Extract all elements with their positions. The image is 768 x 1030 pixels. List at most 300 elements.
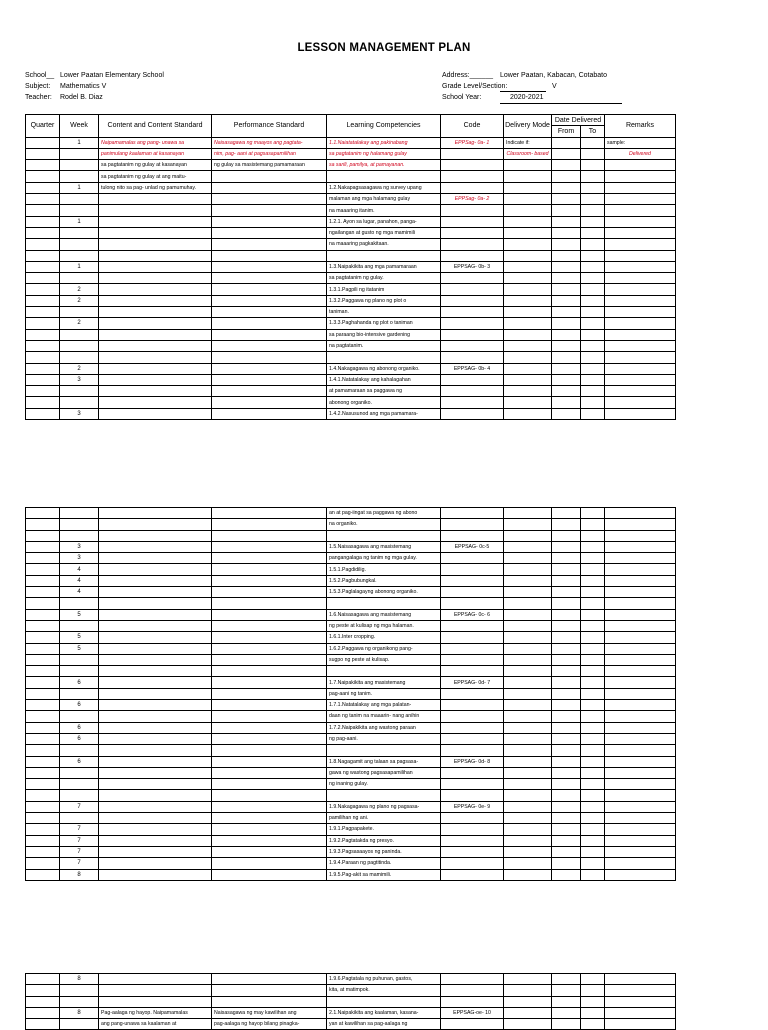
from-cell — [552, 733, 581, 744]
content-standard-cell: panimulang kaalaman at kasanayan — [99, 148, 212, 159]
from-cell — [552, 205, 581, 216]
quarter-cell — [26, 182, 60, 193]
to-cell — [581, 182, 605, 193]
learning-competency-cell: 1.6.Naisasagawa ang masistemang — [327, 609, 441, 620]
delivery-mode-cell — [504, 846, 552, 857]
delivery-mode-cell — [504, 541, 552, 552]
code-cell — [441, 408, 504, 419]
learning-competency-cell: ng peste at kulisap ng mga halaman. — [327, 620, 441, 631]
quarter-cell — [26, 985, 60, 996]
remarks-cell — [605, 632, 676, 643]
learning-competency-cell: sa pagtatanim ng gulay. — [327, 273, 441, 284]
delivery-mode-cell: Classroom- based — [504, 148, 552, 159]
learning-competency-cell: malaman ang mga halamang gulay — [327, 194, 441, 205]
content-standard-cell — [99, 722, 212, 733]
week-cell: 3 — [60, 408, 99, 419]
to-cell — [581, 307, 605, 318]
code-cell — [441, 205, 504, 216]
remarks-cell — [605, 609, 676, 620]
performance-standard-cell — [212, 846, 327, 857]
learning-competency-cell: na maaaring itanim. — [327, 205, 441, 216]
remarks-cell — [605, 182, 676, 193]
quarter-cell — [26, 239, 60, 250]
performance-standard-cell — [212, 779, 327, 790]
quarter-cell — [26, 598, 60, 609]
performance-standard-cell — [212, 530, 327, 541]
from-cell — [552, 654, 581, 665]
quarter-cell — [26, 801, 60, 812]
header-from: From — [552, 126, 581, 137]
quarter-cell — [26, 160, 60, 171]
to-cell — [581, 284, 605, 295]
learning-competency-cell: kita, at matimpok. — [327, 985, 441, 996]
table-row — [26, 340, 676, 351]
table-body-page-1 — [26, 137, 676, 419]
delivery-mode-cell — [504, 767, 552, 778]
from-cell — [552, 643, 581, 654]
quarter-cell — [26, 779, 60, 790]
remarks-cell — [605, 835, 676, 846]
learning-competency-cell — [327, 171, 441, 182]
learning-competency-cell: ngailangan at gusto ng mga mamimili — [327, 227, 441, 238]
performance-standard-cell — [212, 182, 327, 193]
performance-standard-cell — [212, 216, 327, 227]
week-cell — [60, 508, 99, 519]
performance-standard-cell — [212, 869, 327, 880]
performance-standard-cell — [212, 722, 327, 733]
code-cell — [441, 530, 504, 541]
quarter-cell — [26, 227, 60, 238]
content-standard-cell — [99, 564, 212, 575]
quarter-cell — [26, 295, 60, 306]
table-row — [26, 722, 676, 733]
to-cell — [581, 813, 605, 824]
from-cell — [552, 363, 581, 374]
to-cell — [581, 587, 605, 598]
content-standard-cell: sa pagtatanim ng gulay at ang maitu- — [99, 171, 212, 182]
to-cell — [581, 974, 605, 985]
performance-standard-cell — [212, 284, 327, 295]
grade-value: V — [552, 83, 557, 90]
delivery-mode-cell — [504, 519, 552, 530]
remarks-cell: Delivered — [605, 148, 676, 159]
performance-standard-cell — [212, 813, 327, 824]
delivery-mode-cell — [504, 745, 552, 756]
to-cell — [581, 711, 605, 722]
content-standard-cell — [99, 858, 212, 869]
content-standard-cell — [99, 598, 212, 609]
learning-competency-cell — [327, 996, 441, 1007]
learning-competency-cell: 1.5.Naisasagawa ang masistemang — [327, 541, 441, 552]
week-cell: 8 — [60, 1007, 99, 1018]
quarter-cell — [26, 541, 60, 552]
remarks-cell — [605, 374, 676, 385]
remarks-cell — [605, 397, 676, 408]
content-standard-cell — [99, 700, 212, 711]
learning-competency-cell: 1.6.1.Inter cropping. — [327, 632, 441, 643]
performance-standard-cell — [212, 996, 327, 1007]
quarter-cell — [26, 216, 60, 227]
table-row — [26, 654, 676, 665]
content-standard-cell — [99, 632, 212, 643]
content-standard-cell — [99, 216, 212, 227]
code-cell — [441, 1019, 504, 1030]
to-cell — [581, 363, 605, 374]
to-cell — [581, 374, 605, 385]
content-standard-cell — [99, 745, 212, 756]
code-cell — [441, 824, 504, 835]
from-cell — [552, 677, 581, 688]
to-cell — [581, 295, 605, 306]
table-row — [26, 397, 676, 408]
code-cell — [441, 711, 504, 722]
performance-standard-cell — [212, 824, 327, 835]
performance-standard-cell — [212, 239, 327, 250]
to-cell — [581, 575, 605, 586]
delivery-mode-cell — [504, 756, 552, 767]
quarter-cell — [26, 745, 60, 756]
content-standard-cell — [99, 790, 212, 801]
to-cell — [581, 985, 605, 996]
table-row — [26, 307, 676, 318]
performance-standard-cell — [212, 974, 327, 985]
performance-standard-cell — [212, 609, 327, 620]
delivery-mode-cell — [504, 688, 552, 699]
to-cell — [581, 239, 605, 250]
delivery-mode-cell — [504, 508, 552, 519]
week-cell — [60, 654, 99, 665]
delivery-mode-cell — [504, 363, 552, 374]
doc-info-left — [25, 70, 164, 103]
table-row — [26, 779, 676, 790]
table-row — [26, 813, 676, 824]
remarks-cell — [605, 541, 676, 552]
delivery-mode-cell — [504, 397, 552, 408]
table-body-page-2 — [26, 508, 676, 881]
learning-competency-cell: 1.7.2.Naipakikita ang wastong paraan — [327, 722, 441, 733]
learning-competency-cell: pangangalaga ng tanim ng mga gulay. — [327, 553, 441, 564]
to-cell — [581, 869, 605, 880]
year-row — [442, 92, 622, 104]
from-cell — [552, 160, 581, 171]
to-cell — [581, 632, 605, 643]
learning-competency-cell: pag-aani ng tanim. — [327, 688, 441, 699]
week-cell — [60, 194, 99, 205]
week-cell — [60, 397, 99, 408]
remarks-cell — [605, 587, 676, 598]
quarter-cell — [26, 711, 60, 722]
code-cell: EPPSAG- 0b- 3 — [441, 261, 504, 272]
week-cell — [60, 1019, 99, 1030]
performance-standard-cell — [212, 553, 327, 564]
delivery-mode-cell — [504, 329, 552, 340]
code-cell — [441, 767, 504, 778]
week-cell — [60, 598, 99, 609]
code-cell — [441, 148, 504, 159]
from-cell — [552, 148, 581, 159]
table-row — [26, 160, 676, 171]
learning-competency-cell: abonong organiko. — [327, 397, 441, 408]
performance-standard-cell — [212, 632, 327, 643]
content-standard-cell — [99, 352, 212, 363]
week-cell: 7 — [60, 846, 99, 857]
school-label: School__ — [25, 72, 55, 79]
from-cell — [552, 587, 581, 598]
performance-standard-cell — [212, 858, 327, 869]
to-cell — [581, 620, 605, 631]
to-cell — [581, 677, 605, 688]
week-cell — [60, 352, 99, 363]
week-cell: 5 — [60, 643, 99, 654]
content-standard-cell — [99, 756, 212, 767]
code-cell — [441, 700, 504, 711]
learning-competency-cell — [327, 666, 441, 677]
code-cell: EPPSag- 0a- 2 — [441, 194, 504, 205]
code-cell — [441, 985, 504, 996]
delivery-mode-cell — [504, 160, 552, 171]
code-cell — [441, 397, 504, 408]
table-row — [26, 632, 676, 643]
week-cell — [60, 273, 99, 284]
performance-standard-cell: Naisasagawa ng maayos ang pagtata- — [212, 137, 327, 148]
table-row — [26, 318, 676, 329]
remarks-cell — [605, 307, 676, 318]
delivery-mode-cell — [504, 352, 552, 363]
remarks-cell — [605, 598, 676, 609]
remarks-cell — [605, 519, 676, 530]
to-cell — [581, 564, 605, 575]
table-row — [26, 869, 676, 880]
from-cell — [552, 261, 581, 272]
quarter-cell — [26, 824, 60, 835]
learning-competency-cell: sa sarili, pamilya, at pamayanan. — [327, 160, 441, 171]
code-cell — [441, 620, 504, 631]
to-cell — [581, 700, 605, 711]
to-cell — [581, 227, 605, 238]
code-cell — [441, 846, 504, 857]
table-row — [26, 250, 676, 261]
remarks-cell — [605, 858, 676, 869]
quarter-cell — [26, 408, 60, 419]
performance-standard-cell — [212, 408, 327, 419]
content-standard-cell — [99, 985, 212, 996]
content-standard-cell — [99, 553, 212, 564]
content-standard-cell: tulong nito sa pag- unlad ng pamumuhay. — [99, 182, 212, 193]
delivery-mode-cell — [504, 996, 552, 1007]
learning-competency-cell — [327, 790, 441, 801]
week-cell — [60, 688, 99, 699]
to-cell — [581, 386, 605, 397]
content-standard-cell — [99, 530, 212, 541]
content-standard-cell — [99, 386, 212, 397]
code-cell — [441, 352, 504, 363]
code-cell — [441, 688, 504, 699]
performance-standard-cell — [212, 329, 327, 340]
table-row — [26, 194, 676, 205]
week-cell — [60, 767, 99, 778]
content-standard-cell — [99, 813, 212, 824]
quarter-cell — [26, 171, 60, 182]
remarks-cell — [605, 985, 676, 996]
table-row — [26, 974, 676, 985]
delivery-mode-cell — [504, 620, 552, 631]
quarter-cell — [26, 869, 60, 880]
content-standard-cell — [99, 688, 212, 699]
week-cell: 2 — [60, 318, 99, 329]
header-learning-competencies: Learning Competencies — [327, 115, 441, 138]
delivery-mode-cell — [504, 632, 552, 643]
delivery-mode-cell — [504, 722, 552, 733]
week-cell: 6 — [60, 722, 99, 733]
from-cell — [552, 318, 581, 329]
from-cell — [552, 632, 581, 643]
quarter-cell — [26, 318, 60, 329]
content-standard-cell: Pag-aalaga ng hayop. Naipamamalas — [99, 1007, 212, 1018]
performance-standard-cell — [212, 790, 327, 801]
delivery-mode-cell — [504, 835, 552, 846]
performance-standard-cell — [212, 205, 327, 216]
delivery-mode-cell — [504, 858, 552, 869]
content-standard-cell — [99, 974, 212, 985]
remarks-cell — [605, 530, 676, 541]
quarter-cell — [26, 284, 60, 295]
remarks-cell — [605, 250, 676, 261]
quarter-cell — [26, 643, 60, 654]
performance-standard-cell — [212, 756, 327, 767]
remarks-cell — [605, 553, 676, 564]
remarks-cell — [605, 1019, 676, 1030]
quarter-cell — [26, 397, 60, 408]
delivery-mode-cell — [504, 295, 552, 306]
performance-standard-cell — [212, 733, 327, 744]
week-cell — [60, 205, 99, 216]
remarks-cell — [605, 363, 676, 374]
quarter-cell — [26, 553, 60, 564]
week-cell — [60, 996, 99, 1007]
quarter-cell — [26, 688, 60, 699]
learning-competency-cell: 1.3.Naipakikita ang mga pamamaraan — [327, 261, 441, 272]
delivery-mode-cell — [504, 530, 552, 541]
delivery-mode-cell — [504, 801, 552, 812]
table-row — [26, 530, 676, 541]
performance-standard-cell — [212, 835, 327, 846]
from-cell — [552, 564, 581, 575]
week-cell — [60, 386, 99, 397]
from-cell — [552, 250, 581, 261]
table-row — [26, 148, 676, 159]
table-row — [26, 620, 676, 631]
to-cell — [581, 996, 605, 1007]
table-row — [26, 519, 676, 530]
performance-standard-cell — [212, 745, 327, 756]
remarks-cell — [605, 688, 676, 699]
from-cell — [552, 790, 581, 801]
performance-standard-cell — [212, 541, 327, 552]
from-cell — [552, 813, 581, 824]
week-cell: 6 — [60, 677, 99, 688]
from-cell — [552, 508, 581, 519]
week-cell — [60, 711, 99, 722]
code-cell — [441, 386, 504, 397]
code-cell — [441, 643, 504, 654]
quarter-cell — [26, 846, 60, 857]
from-cell — [552, 756, 581, 767]
learning-competency-cell: 1.9.5.Pag-akit sa mamimili. — [327, 869, 441, 880]
from-cell — [552, 374, 581, 385]
remarks-cell — [605, 733, 676, 744]
delivery-mode-cell — [504, 273, 552, 284]
table-row — [26, 835, 676, 846]
remarks-cell — [605, 329, 676, 340]
content-standard-cell — [99, 194, 212, 205]
quarter-cell — [26, 194, 60, 205]
table-row — [26, 677, 676, 688]
performance-standard-cell — [212, 985, 327, 996]
to-cell — [581, 397, 605, 408]
week-cell: 7 — [60, 801, 99, 812]
table-row — [26, 858, 676, 869]
content-standard-cell — [99, 824, 212, 835]
to-cell — [581, 148, 605, 159]
week-cell — [60, 666, 99, 677]
week-cell: 7 — [60, 835, 99, 846]
remarks-cell — [605, 643, 676, 654]
content-standard-cell — [99, 654, 212, 665]
from-cell — [552, 985, 581, 996]
code-cell — [441, 239, 504, 250]
from-cell — [552, 711, 581, 722]
code-cell — [441, 835, 504, 846]
to-cell — [581, 733, 605, 744]
table-body-page-3 — [26, 974, 676, 1030]
learning-competency-cell: 1.9.3.Pagsasaayos ng paninda. — [327, 846, 441, 857]
table-row — [26, 329, 676, 340]
quarter-cell — [26, 374, 60, 385]
code-cell — [441, 790, 504, 801]
delivery-mode-cell — [504, 598, 552, 609]
delivery-mode-cell — [504, 182, 552, 193]
quarter-cell — [26, 508, 60, 519]
from-cell — [552, 1007, 581, 1018]
quarter-cell — [26, 666, 60, 677]
delivery-mode-cell: Indicate if: — [504, 137, 552, 148]
to-cell — [581, 352, 605, 363]
performance-standard-cell — [212, 295, 327, 306]
performance-standard-cell — [212, 363, 327, 374]
table-row — [26, 733, 676, 744]
performance-standard-cell — [212, 801, 327, 812]
week-cell — [60, 160, 99, 171]
year-label: School Year: — [442, 94, 482, 101]
learning-competency-cell — [327, 598, 441, 609]
content-standard-cell — [99, 227, 212, 238]
table-row — [26, 846, 676, 857]
content-standard-cell — [99, 733, 212, 744]
delivery-mode-cell — [504, 733, 552, 744]
from-cell — [552, 575, 581, 586]
week-cell — [60, 813, 99, 824]
code-cell: EPPSAG- 0d- 7 — [441, 677, 504, 688]
subject-label: Subject: — [25, 83, 51, 90]
table-row — [26, 295, 676, 306]
table-row — [26, 711, 676, 722]
from-cell — [552, 519, 581, 530]
content-standard-cell — [99, 575, 212, 586]
quarter-cell — [26, 1007, 60, 1018]
delivery-mode-cell — [504, 216, 552, 227]
from-cell — [552, 137, 581, 148]
from-cell — [552, 666, 581, 677]
